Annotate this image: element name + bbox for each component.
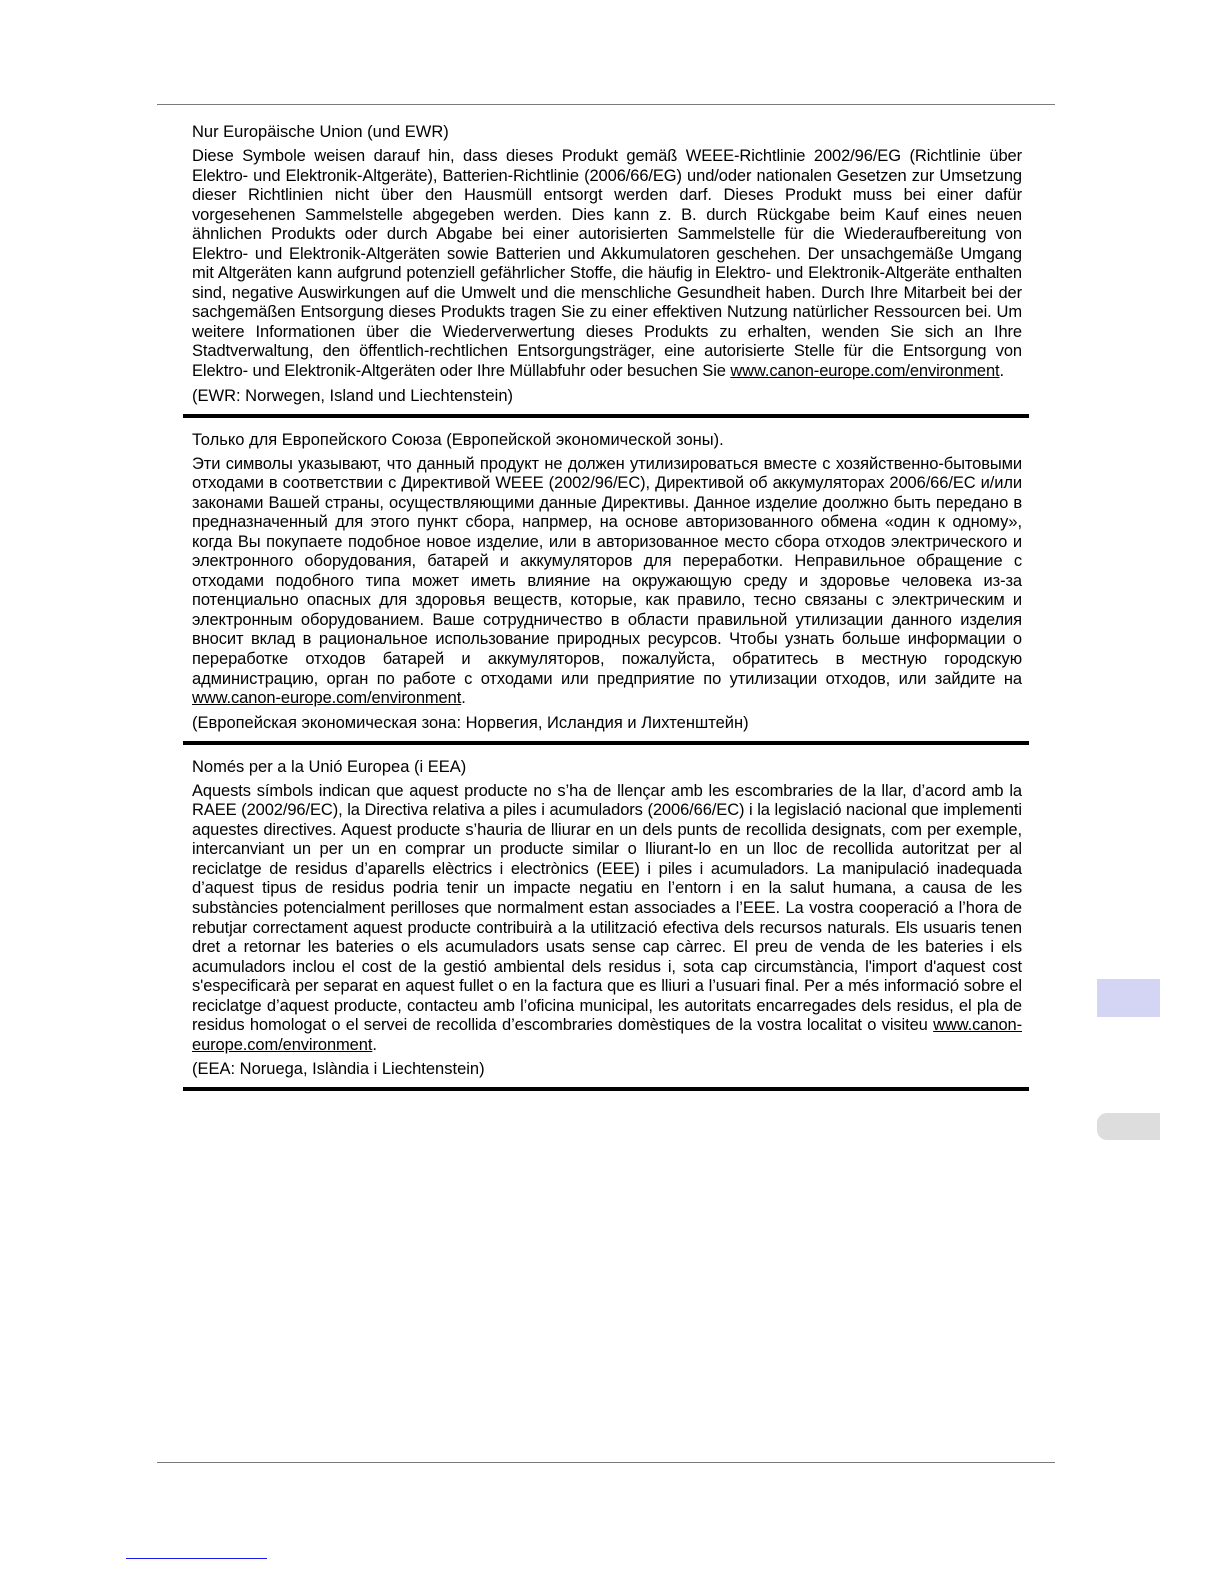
section-heading: Nur Europäische Union (und EWR) xyxy=(192,123,449,141)
body-text: Эти символы указывают, что данный продукт не должен утилизироваться вместе с хозяйственно-бытовыми отходами в соответствии с Директивой WEEE (2002/96/EC), Директивой об аккумуляторах 2006/66/EC и/или законами Вашей страны, осуществляющими данные Директивы. Данное изделие доолжно быть передано в предназначенный для этого пункт сбора, напрмер, на основе авторизованного обмена «один к одному», когда Вы покупаете подобное новое изделие, или в авторизованное место сбора отходов электрического и электронного оборудования, батарей и аккумуляторов для переработки. Неправильное обращение с отходами подобного типа может иметь влияние на окружающую среду и здоровье человека из-за потенциально опасных для здоровья веществ, которые, как правило, тесно связаны с электрическим и электронным оборудованием. Ваше сотрудничество в области правильной утилизации данного изделия вносит вклад в рациональное использование природных ресурсов. Чтобы узнать больше информации о переработке отходов батарей и аккумуляторов, пожалуйста, обратитесь в местную городскую администрацию, орган по работе с отходами или предприятие по утилизации отходов, или зайдите на xyxy=(192,454,1022,688)
eea-note: (EWR: Norwegen, Island und Liechtenstein) xyxy=(192,386,513,405)
body-end: . xyxy=(999,362,1004,381)
index-tab[interactable] xyxy=(1097,1113,1160,1140)
environment-link[interactable]: www.canon-europe.com/environment xyxy=(192,689,462,708)
body-text: Aquests símbols indican que aquest producte no s’ha de llençar amb les escombraries de la llar, d’acord amb la RAEE (2002/96/EC), la Directiva relativa a piles i acumuladors (2006/66/EC) i la legislació nacional que implementi aquestes directives. Aquest producte s’hauria de lliurar en un dels punts de recollida designats, com per exemple, intercanviant un per un en comprar un producte similar o lliurant-lo en un lloc de recollida autoritzat per al reciclatge de residus d’aparells elèctrics i electrònics (EEE) i piles i acumuladors. La manipulació inadequada d’aquest tipus de residus podria tenir un impacte negatiu en l’entorn i en la salut humana, a causa de les substàncies potencialment perilloses que normalment estan associades a l’EEE. La vostra cooperació a l’hora de rebutjar correctament aquest producte contribuirà a la utilització efectiva dels recursos naturals. Els usuaris tenen dret a retornar les bateries o els acumuladors usats sense cap càrrec. El preu de venda de les bateries i els acumuladors inclou el cost de la gestió ambiental dels residus i, sota cap circumstància, l'import d'aquest cost s'especificarà per separat en aquest fullet o en la factura que es lliuri a l’usuari final. Per a més informació sobre el reciclatge d’aquest producte, contacteu amb l’oficina municipal, les autoritats encarregades dels residus, el pla de residus homologat o el servei de recollida d’escombraries domèstiques de la vostra localitat o visiteu xyxy=(192,781,1022,1035)
eea-note: (EEA: Noruega, Islàndia i Liechtenstein) xyxy=(192,1060,485,1079)
section-body xyxy=(192,782,1022,1056)
eea-note: (Европейская экономическая зона: Норвегия, Исландия и Лихтенштейн) xyxy=(192,713,749,732)
page-header-rule xyxy=(157,104,1055,105)
environment-link[interactable]: www.canon-europe.com/environment xyxy=(192,1016,1022,1054)
footer-link-underline[interactable] xyxy=(126,1558,267,1559)
environment-link[interactable]: www.canon-europe.com/environment xyxy=(730,362,1000,381)
section-heading: Только для Европейского Союза (Европейской экономической зоны). xyxy=(192,430,724,449)
section-heading: Només per a la Unió Europea (i EEA) xyxy=(192,757,467,776)
weee-notice xyxy=(183,120,1029,1091)
section-german xyxy=(183,120,1029,418)
body-end: . xyxy=(461,689,466,708)
section-body xyxy=(192,147,1022,382)
section-body xyxy=(192,455,1022,709)
page-footer-rule xyxy=(157,1462,1055,1463)
chapter-tab[interactable] xyxy=(1097,979,1160,1017)
section-catalan xyxy=(183,745,1029,1092)
body-text: Diese Symbole weisen darauf hin, dass dieses Produkt gemäß WEEE-Richtlinie 2002/96/EG (Richtlinie über Elektro- und Elektronik-Altgeräte), Batterien-Richtlinie (2006/66/EG) und/oder nationalen Gesetzen zur Umsetzung dieser Richtlinien nicht über den Hausmüll entsorgt werden darf. Dieses Produkt muss bei einer dafür vorgesehenen Sammelstelle abgegeben werden. Dies kann z. B. durch Rückgabe beim Kauf eines neuen ähnlichen Produkts oder durch Abgabe bei einer autorisierten Sammelstelle für die Wiederaufbereitung von Elektro- und Elektronik-Altgeräten sowie Batterien und Akkumulatoren geschehen. Der unsachgemäße Umgang mit Altgeräten kann aufgrund potenziell gefährlicher Stoffe, die häufig in Elektro- und Elektronik-Altgeräte enthalten sind, negative Auswirkungen auf die Umwelt und die menschliche Gesundheit haben. Durch Ihre Mitarbeit bei der sachgemäßen Entsorgung dieses Produkts tragen Sie zu einer effektiven Nutzung natürlicher Ressourcen bei. Um weitere Informationen über die Wiederverwertung dieses Produkts zu erhalten, wenden Sie sich an Ihre Stadtverwaltung, den öffentlich-rechtlichen Entsorgungsträger, eine autorisierte Stelle für die Entsorgung von Elektro- und Elektronik-Altgeräten oder Ihre Müllabfuhr oder besuchen Sie xyxy=(192,147,1022,381)
section-russian xyxy=(183,418,1029,745)
body-end: . xyxy=(372,1035,377,1054)
